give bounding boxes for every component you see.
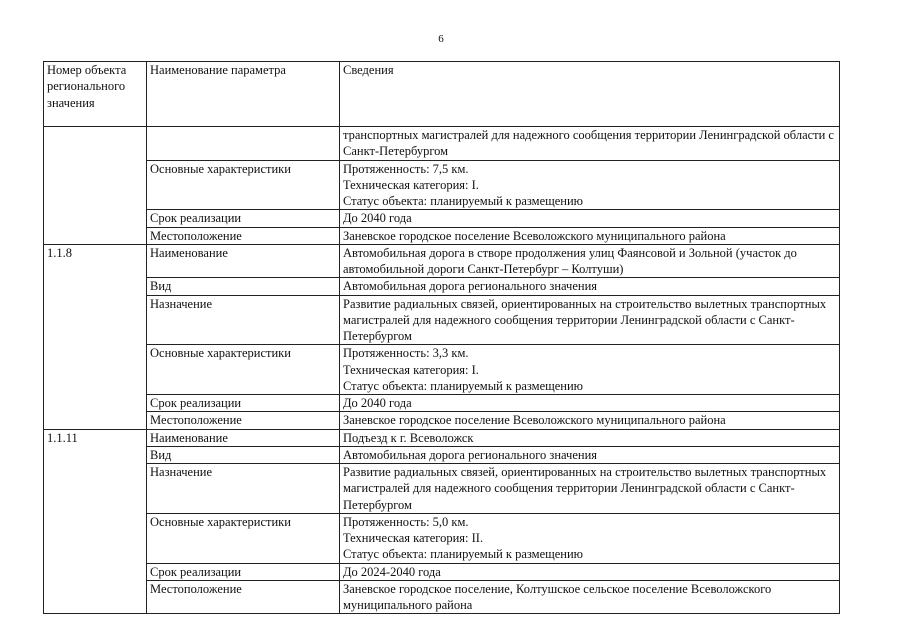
parameter-value-cell	[340, 395, 840, 412]
table-row	[44, 395, 840, 412]
value-line: Статус объекта: планируемый к размещению	[343, 378, 584, 393]
parameter-value-cell	[340, 345, 840, 395]
table-row	[44, 210, 840, 227]
value-line: Статус объекта: планируемый к размещению	[343, 547, 584, 562]
parameter-value-cell	[340, 227, 840, 244]
value-line: Протяженность: 3,3 км.	[343, 346, 469, 361]
table-row	[44, 580, 840, 614]
table-row	[44, 127, 840, 161]
table-row	[44, 513, 840, 563]
value-line: Техническая категория: I.	[343, 177, 479, 192]
table-row	[44, 446, 840, 463]
parameter-value-cell	[340, 464, 840, 514]
value-line: Развитие радиальных связей, ориентированных на строительство вылетных транспортных магистралей для надежного сообщения территории Ленинградской области с Санкт-Петербургом	[343, 465, 827, 512]
value-line: Автомобильная дорога в створе продолжения улиц Фаянсовой и Зольной (участок до автомобильной дороги Санкт-Петербург – Колтуши)	[343, 245, 797, 276]
table-row	[44, 295, 840, 345]
parameter-label-cell: Местоположение	[147, 227, 340, 244]
parameters-table	[43, 61, 840, 614]
value-line: Техническая категория: I.	[343, 362, 479, 377]
table-row	[44, 160, 840, 210]
table-row	[44, 563, 840, 580]
parameter-value-cell	[340, 513, 840, 563]
parameter-label-cell: Основные характеристики	[147, 160, 340, 210]
value-line: Автомобильная дорога регионального значения	[343, 447, 598, 462]
value-line: Развитие радиальных связей, ориентированных на строительство вылетных транспортных магистралей для надежного сообщения территории Ленинградской области с Санкт-Петербургом	[343, 296, 827, 343]
value-line: До 2024-2040 года	[343, 564, 441, 579]
value-line: Автомобильная дорога регионального значения	[343, 279, 598, 294]
object-number-cell	[44, 127, 147, 245]
header-details: Сведения	[340, 62, 840, 127]
value-line: Подъезд к г. Всеволожск	[343, 430, 474, 445]
parameter-value-cell	[340, 412, 840, 429]
parameter-label-cell: Основные характеристики	[147, 345, 340, 395]
parameter-label-cell: Назначение	[147, 464, 340, 514]
parameter-value-cell	[340, 210, 840, 227]
object-number-cell: 1.1.8	[44, 244, 147, 429]
parameter-value-cell	[340, 278, 840, 295]
header-object-number: Номер объекта регионального значения	[44, 62, 147, 127]
header-parameter-name: Наименование параметра	[147, 62, 340, 127]
table-row	[44, 412, 840, 429]
object-number-cell: 1.1.11	[44, 429, 147, 614]
parameter-label-cell: Наименование	[147, 429, 340, 446]
table-row	[44, 278, 840, 295]
table-row	[44, 429, 840, 446]
parameter-label-cell: Наименование	[147, 244, 340, 278]
value-line: До 2040 года	[343, 211, 412, 226]
parameter-label-cell: Основные характеристики	[147, 513, 340, 563]
parameter-value-cell	[340, 563, 840, 580]
page-number: 6	[438, 33, 444, 45]
parameter-label-cell: Вид	[147, 446, 340, 463]
value-line: До 2040 года	[343, 396, 412, 410]
table-header-row	[44, 62, 840, 127]
parameter-label-cell: Срок реализации	[147, 210, 340, 227]
value-line: Протяженность: 5,0 км.	[343, 514, 469, 529]
table-row	[44, 345, 840, 395]
value-line: Техническая категория: II.	[343, 531, 484, 545]
value-line: Заневское городское поселение Всеволожского муниципального района	[343, 228, 726, 243]
value-line: Протяженность: 7,5 км.	[343, 161, 469, 176]
parameter-label-cell: Срок реализации	[147, 563, 340, 580]
table-row	[44, 227, 840, 244]
value-line: Заневское городское поселение, Колтушское сельское поселение Всеволожского муниципального района	[343, 581, 772, 612]
parameter-value-cell	[340, 446, 840, 463]
parameter-value-cell	[340, 160, 840, 210]
table-row	[44, 244, 840, 278]
parameter-value-cell	[340, 580, 840, 614]
parameter-value-cell	[340, 295, 840, 345]
parameter-label-cell: Срок реализации	[147, 395, 340, 412]
continuation-value-cell: транспортных магистралей для надежного сообщения территории Ленинградской области с Санкт-Петербургом	[340, 127, 840, 161]
parameter-label-cell	[147, 127, 340, 161]
table-body	[44, 127, 840, 614]
parameter-label-cell: Назначение	[147, 295, 340, 345]
parameter-label-cell: Вид	[147, 278, 340, 295]
table-row	[44, 464, 840, 514]
parameter-value-cell	[340, 429, 840, 446]
parameter-label-cell: Местоположение	[147, 580, 340, 614]
value-line: Статус объекта: планируемый к размещению	[343, 194, 584, 208]
parameter-value-cell	[340, 244, 840, 278]
parameter-label-cell: Местоположение	[147, 412, 340, 429]
value-line: Заневское городское поселение Всеволожского муниципального района	[343, 413, 726, 428]
